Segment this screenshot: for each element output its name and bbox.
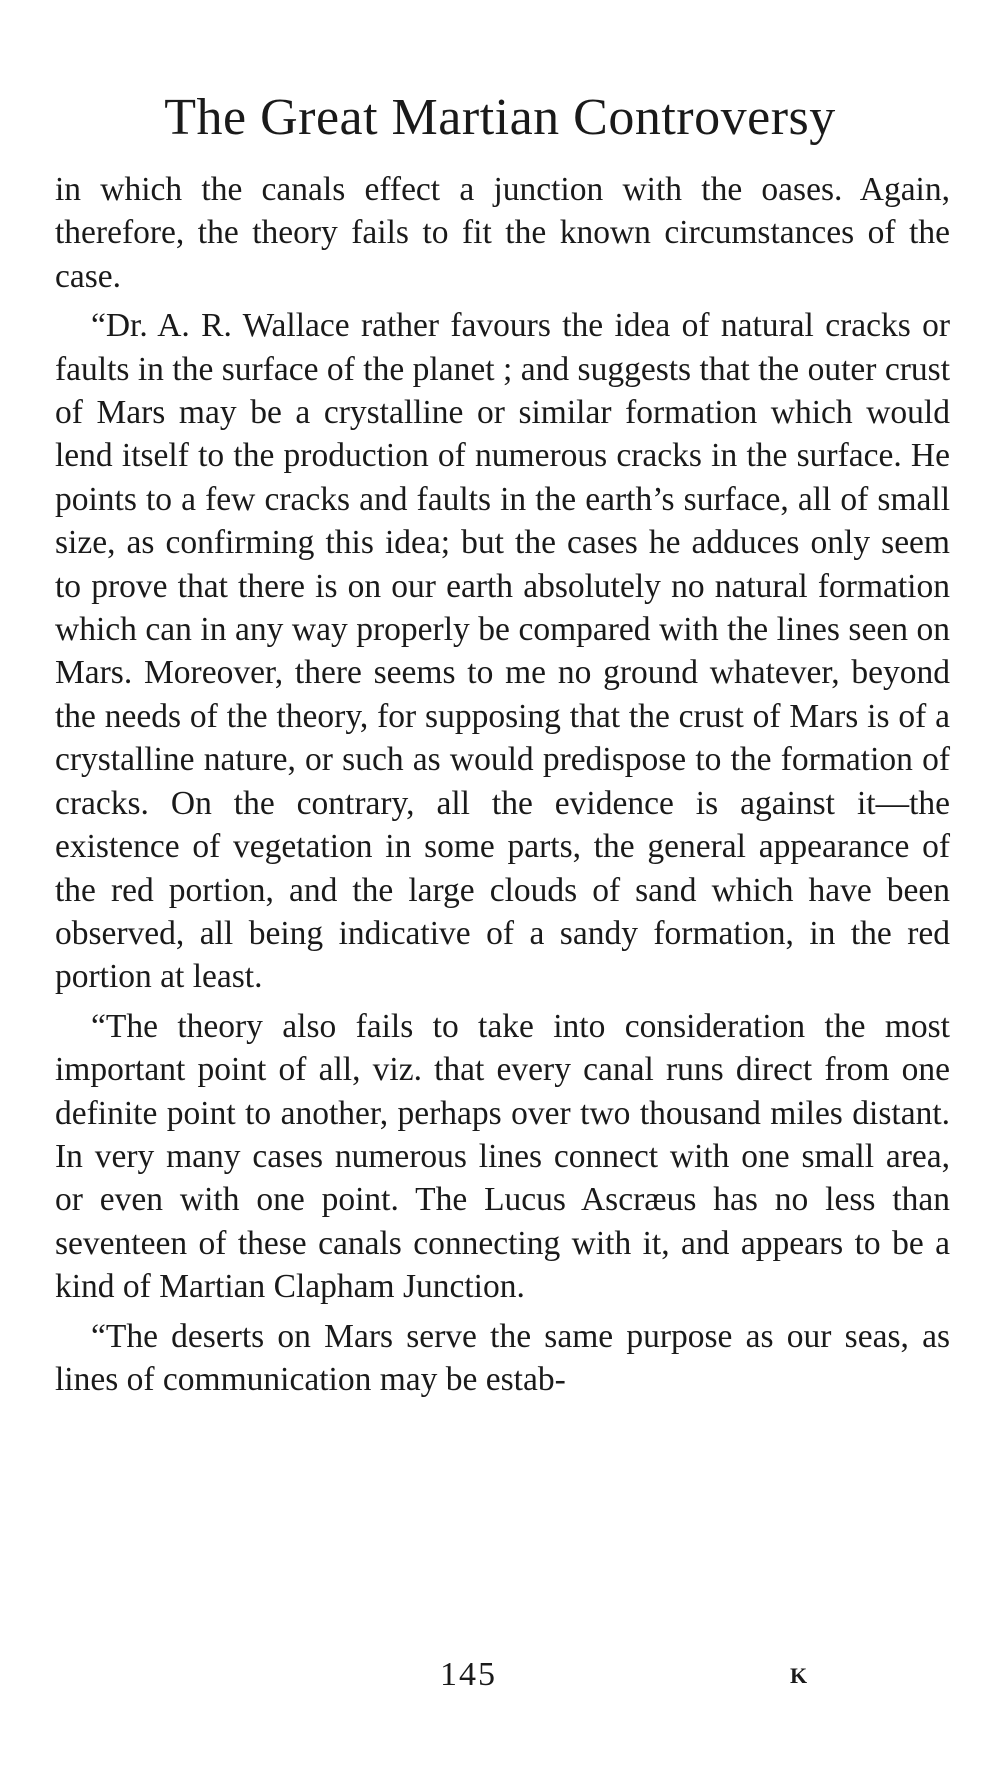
signature-mark: K xyxy=(790,1663,808,1688)
page-footer xyxy=(0,1655,1000,1705)
paragraph-theory-fails: “The theory also fails to take into consideration the most important point of all, viz. that every canal runs direct from one definite point to another, perhaps over two thousand miles distant. In very many cases numerous lines connect with one small area, or even with one point. The Lucus Ascræus has no less than seventeen of these canals connecting with it, and appears to be a kind of Martian Clapham Junction. xyxy=(55,1007,950,1306)
paragraph-deserts: “The deserts on Mars serve the same purpose as our seas, as lines of communication may be estab- xyxy=(55,1317,950,1398)
running-head: The Great Martian Controversy xyxy=(164,89,836,146)
body-text xyxy=(55,168,950,1401)
paragraph-continuation: in which the canals effect a junction with the oases. Again, therefore, the theory fails to fit the known circumstances of the case. xyxy=(55,171,950,295)
paragraph-wallace: “Dr. A. R. Wallace rather favours the idea of natural cracks or faults in the surface of the planet ; and suggests that the outer crust of Mars may be a crystalline or similar formation which would lend itself to the production of numerous cracks in the surface. He points to a few cracks and faults in the earth’s surface, all of small size, as confirming this idea; but the cases he adduces only seem to prove that there is on our earth absolutely no natural formation which can in any way properly be compared with the lines seen on Mars. Moreover, there seems to me no ground whatever, beyond the needs of the theory, for supposing that the crust of Mars is of a crystalline nature, or such as would predispose to the formation of cracks. On the contrary, all the evidence is against it—the existence of vegetation in some parts, the general appearance of the red portion, and the large clouds of sand which have been observed, all being indicative of a sandy formation, in the red portion at least. xyxy=(55,307,950,996)
page-number: 145 xyxy=(440,1656,497,1693)
